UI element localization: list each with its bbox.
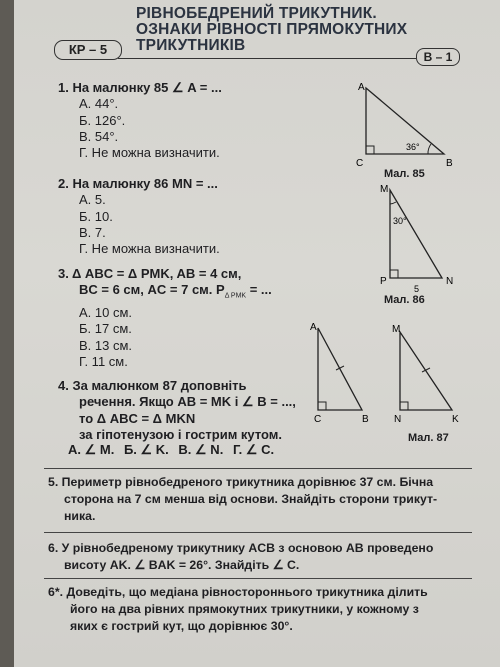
right-angle-mark <box>366 146 374 154</box>
question-1 <box>58 80 222 161</box>
header-rule <box>118 58 416 59</box>
label-p: P <box>380 276 387 287</box>
question-5-line-3: ника. <box>64 509 96 523</box>
title-line-3: ТРИКУТНИКІВ <box>136 37 246 54</box>
question-3-option-d: Г. 11 см. <box>79 354 128 370</box>
question-2 <box>58 176 220 257</box>
figure-87-caption: Мал. 87 <box>408 432 449 444</box>
question-1-option-b: Б. 126°. <box>79 112 126 128</box>
label-n: N <box>446 276 454 287</box>
right-angle-mark-c <box>318 402 326 410</box>
question-7 <box>48 584 472 635</box>
question-4-answer-c: В. ∠ N. <box>178 442 224 457</box>
question-4-line-4: за гіпотенузою і гострим кутом. <box>79 426 283 442</box>
angle-arc <box>390 202 396 204</box>
label-b: B <box>362 414 369 425</box>
question-6 <box>48 540 472 574</box>
title-line-1: РІВНОБЕДРЕНИЙ ТРИКУТНИК. <box>136 5 377 22</box>
question-4-answer-b: Б. ∠ K. <box>123 442 169 457</box>
question-3-option-c: В. 13 см. <box>79 337 133 353</box>
worksheet-page <box>14 0 500 667</box>
question-4 <box>58 378 296 443</box>
perimeter-subscript: Δ PMK <box>224 292 247 300</box>
question-2-option-d: Г. Не можна визначити. <box>79 241 220 257</box>
question-3 <box>58 266 272 370</box>
question-3-title-1: 3. Δ ABC = Δ PMK, AB = 4 см, <box>58 266 242 281</box>
side-label: 5 <box>414 284 420 294</box>
question-4-answers <box>68 442 280 458</box>
divider-2 <box>44 532 472 533</box>
label-m: M <box>380 184 389 195</box>
label-a: A <box>358 82 365 93</box>
question-4-line-1: 4. За малюнком 87 доповніть <box>58 378 247 393</box>
variant-badge: В – 1 <box>416 48 460 66</box>
figure-87 <box>296 318 472 426</box>
question-5 <box>48 474 472 525</box>
question-7-line-2: його на два рівних прямокутних трикутники, у кожному з <box>70 602 419 616</box>
label-m: M <box>392 324 401 335</box>
question-5-line-1: 5. Периметр рівнобедреного трикутника дорівнює 37 см. Бічна <box>48 475 434 489</box>
question-7-line-1: 6*. Доведіть, що медіана рівностороннього трикутника ділить <box>48 585 428 599</box>
question-3-option-b: Б. 17 см. <box>79 321 132 337</box>
divider-3 <box>44 578 472 579</box>
figure-86-caption: Мал. 86 <box>384 294 425 306</box>
triangle-abc <box>318 328 362 410</box>
divider-1 <box>44 468 472 469</box>
right-angle-mark-n <box>400 402 408 410</box>
question-2-title: 2. На малюнку 86 MN = ... <box>58 176 218 191</box>
angle-label: 30° <box>393 216 407 226</box>
question-1-option-a: А. 44°. <box>79 96 119 112</box>
label-c: C <box>314 414 322 425</box>
question-2-option-c: В. 7. <box>79 224 106 240</box>
question-1-option-c: В. 54°. <box>79 128 119 144</box>
figure-85 <box>344 80 454 170</box>
question-3-title-2: BC = 6 см, AC = 7 см. P <box>79 282 225 298</box>
question-3-option-a: А. 10 см. <box>79 305 133 321</box>
triangle-abc <box>366 88 444 154</box>
question-2-option-b: Б. 10. <box>79 208 113 224</box>
worksheet-title <box>136 6 416 54</box>
triangle-mpn <box>390 190 442 278</box>
question-6-line-1: 6. У рівнобедреному трикутнику ACB з основою AB проведено <box>48 541 434 555</box>
right-angle-mark <box>390 270 398 278</box>
label-k: K <box>452 414 459 425</box>
figure-86 <box>366 180 466 300</box>
label-a: A <box>310 322 317 333</box>
question-2-option-a: А. 5. <box>79 192 106 208</box>
question-7-line-3: яких є гострий кут, що дорівнює 30°. <box>70 619 293 633</box>
angle-arc <box>428 144 431 154</box>
angle-label: 36° <box>406 142 420 152</box>
test-number-badge: КР – 5 <box>54 40 122 60</box>
question-4-answer-a: А. ∠ M. <box>68 442 115 457</box>
question-6-line-2: висоту AK. ∠ BAK = 26°. Знайдіть ∠ C. <box>64 558 300 572</box>
triangle-mnk <box>400 332 452 410</box>
question-4-answer-d: Г. ∠ C. <box>232 442 275 457</box>
question-3-title-end: = ... <box>246 282 272 298</box>
title-line-2: ОЗНАКИ РІВНОСТІ ПРЯМОКУТНИХ <box>136 21 408 38</box>
label-n: N <box>394 414 402 425</box>
figure-85-caption: Мал. 85 <box>384 168 425 180</box>
question-1-option-d: Г. Не можна визначити. <box>79 145 220 161</box>
question-4-line-3: то Δ ABC = Δ MKN <box>79 410 196 426</box>
label-c: C <box>356 158 364 169</box>
label-b: B <box>446 158 453 169</box>
question-4-line-2: речення. Якщо AB = MK і ∠ B = ..., <box>79 394 296 410</box>
question-5-line-2: сторона на 7 см менша від основи. Знайдіть сторони трикут- <box>64 492 438 506</box>
question-1-title: 1. На малюнку 85 ∠ A = ... <box>58 80 222 95</box>
